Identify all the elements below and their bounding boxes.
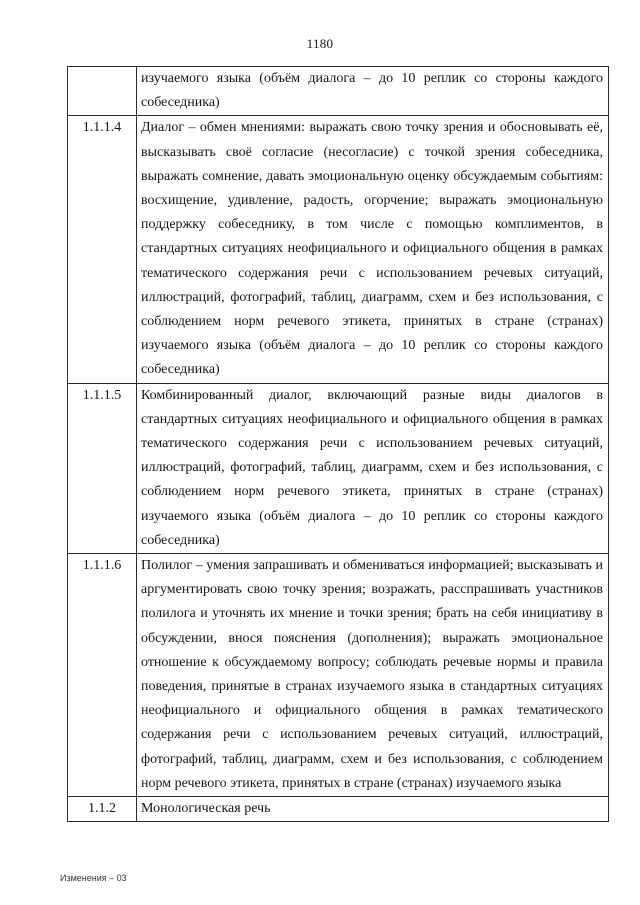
page-number: 1180 [306,36,334,51]
content-table [67,66,609,822]
row-number-cell: 1.1.2 [68,797,137,822]
table-row [68,116,609,383]
row-text-cell: Полилог – умения запрашивать и обмениваться информацией; высказывать и аргументировать свою точку зрения; возражать, расспрашивать участников полилога и уточнять их мнение и точки зрения; брать на себя инициативу в обсуждении, внося пояснения (дополнения); выражать эмоциональное отношение к обсуждаемому вопросу; соблюдать речевые нормы и правила поведения, принятые в странах изучаемого языка в стандартных ситуациях неофициального и официального общения в рамках тематического содержания речи с использованием речевых ситуаций, иллюстраций, фотографий, таблиц, диаграмм, схем и без использования, с соблюдением норм речевого этикета, принятых в стране (странах) изучаемого языка [137,554,609,797]
row-text-cell: Комбинированный диалог, включающий разные виды диалогов в стандартных ситуациях неофициального и официального общения в рамках тематического содержания речи с использованием речевых ситуаций, иллюстраций, фотографий, таблиц, диаграмм, схем и без использования, с соблюдением норм речевого этикета, принятых в стране (странах) изучаемого языка (объём диалога – до 10 реплик со стороны каждого собеседника) [137,383,609,553]
row-text-cell: изучаемого языка (объём диалога – до 10 реплик со стороны каждого собеседника) [137,67,609,116]
row-number-cell [68,67,137,116]
row-text-cell: Диалог – обмен мнениями: выражать свою точку зрения и обосновывать её, высказывать своё согласие (несогласие) с точкой зрения собеседника, выражать сомнение, давать эмоциональную оценку обсуждаемым событиям: восхищение, удивление, радость, огорчение; выражать эмоциональную поддержку собеседнику, в том числе с помощью комплиментов, в стандартных ситуациях неофициального и официального общения в рамках тематического содержания речи с использованием речевых ситуаций, иллюстраций, фотографий, таблиц, диаграмм, схем и без использования, с соблюдением норм речевого этикета, принятых в стране (странах) изучаемого языка (объём диалога – до 10 реплик со стороны каждого собеседника) [137,116,609,383]
table-row [68,383,609,553]
table-row [68,67,609,116]
row-number-cell: 1.1.1.5 [68,383,137,553]
table-row [68,797,609,822]
row-number-cell: 1.1.1.4 [68,116,137,383]
row-number-cell: 1.1.1.6 [68,554,137,797]
table-row [68,554,609,797]
row-text-cell: Монологическая речь [137,797,609,822]
footer-revision-note: Изменения – 03 [60,873,127,883]
